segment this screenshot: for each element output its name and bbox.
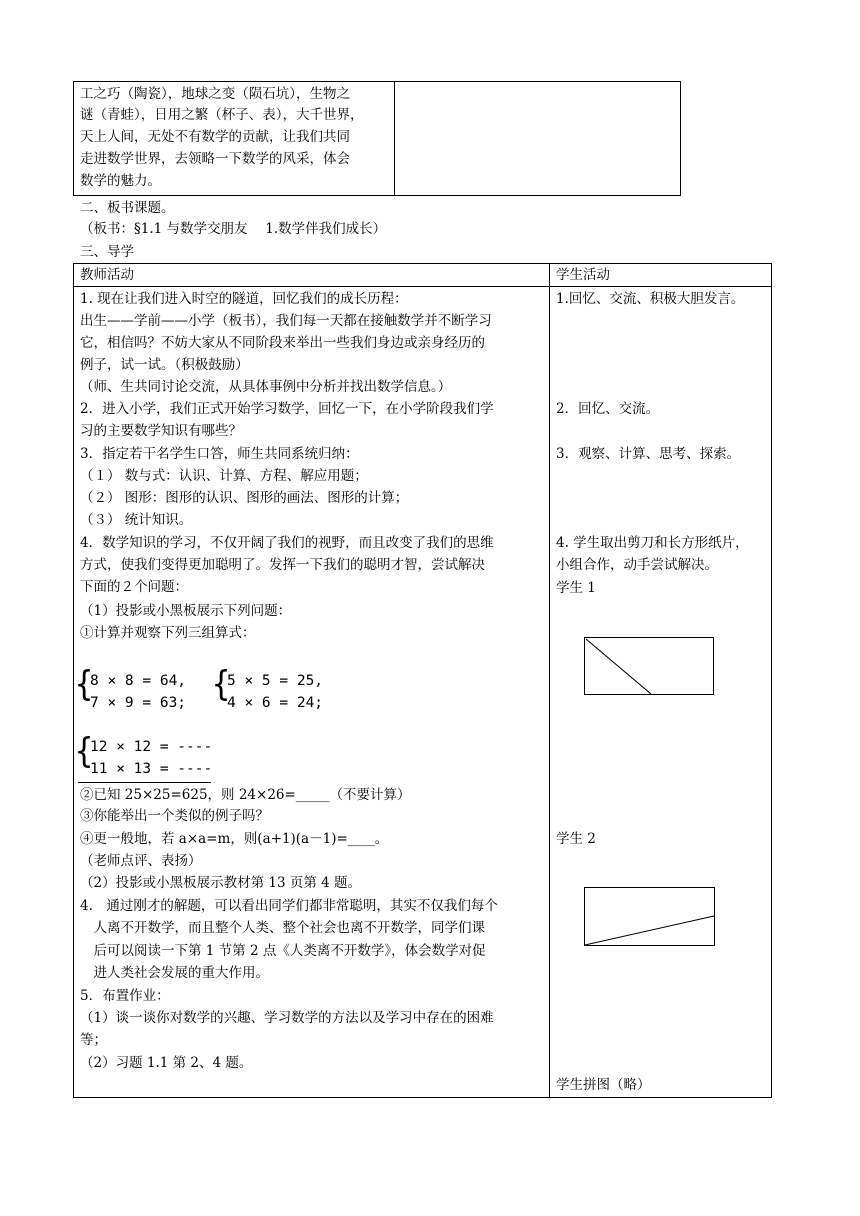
brace-group-1: {	[75, 664, 94, 705]
teacher-line-6: 2．进入小学，我们正式开始学习数学，回忆一下，在小学阶段我们学	[80, 401, 494, 417]
teacher-line-11: （３） 统计知识。	[80, 512, 193, 528]
teacher-line-15: （1）投影或小黑板展示下列问题：	[80, 603, 292, 619]
main-table-header-rule	[73, 286, 772, 287]
eq-group-2-line-1: 5 × 5 = 25,	[227, 673, 324, 689]
top-table-line-3: 天上人间，无处不有数学的贡献，让我们共同	[80, 129, 350, 145]
main-table-divider	[549, 263, 550, 1098]
student-1-label: 学生 1	[556, 580, 596, 596]
teacher-line-14: 下面的２个问题：	[80, 579, 188, 595]
teacher-line-13: 方式，使我们变得更加聪明了。发挥一下我们的聪明才智，尝试解决	[80, 557, 485, 573]
teacher-line-12: 4．数学知识的学习，不仅开阔了我们的视野，而且改变了我们的思维	[80, 535, 494, 551]
teacher-line-19: ④更一般地，若 a×a=m，则(a+1)(a－1)=____。	[80, 831, 389, 847]
teacher-line-4: 例子，试一试。（积极鼓励）	[80, 357, 249, 373]
teacher-line-10: （２） 图形：图形的认识、图形的画法、图形的计算；	[80, 490, 409, 506]
header-student-activity: 学生活动	[556, 267, 610, 283]
teacher-line-3: 它，相信吗？不妨大家从不同阶段来举出一些我们身边或亲身经历的	[80, 335, 485, 351]
teacher-line-16: ①计算并观察下列三组算式：	[80, 625, 256, 641]
board-title: （板书：§1.1 与数学交朋友 1.数学伴我们成长）	[80, 221, 387, 237]
teacher-line-7: 习的主要数学知识有哪些？	[80, 423, 242, 439]
student-2-figure	[584, 887, 716, 947]
teacher-line-24: 后可以阅读一下第 1 节第 2 点《人类离不开数学》，体会数学对促	[80, 943, 486, 959]
eq-group-3-line-1: 12 × 12 = ----	[90, 739, 213, 755]
student-activity-2: 2．回忆、交流。	[556, 401, 660, 417]
eq-group-2-line-2: 4 × 6 = 24;	[227, 695, 324, 711]
student-1-figure	[584, 637, 715, 696]
brace-group-2: {	[212, 664, 231, 705]
student-activity-4b: 小组合作，动手尝试解决。	[556, 557, 718, 573]
student-activity-1: 1.回忆、交流、积极大胆发言。	[556, 291, 745, 307]
teacher-line-2: 出生——学前——小学（板书），我们每一天都在接触数学并不断学习	[80, 313, 492, 329]
teacher-line-9: （１） 数与式：认识、计算、方程、解应用题；	[80, 468, 368, 484]
teacher-line-5: （师、生共同讨论交流，从具体事例中分析并找出数学信息。）	[80, 379, 452, 395]
teacher-line-23: 人离不开数学，而且整个人类、整个社会也离不开数学，同学们课	[80, 920, 485, 936]
student-activity-4a: 4. 学生取出剪刀和长方形纸片，	[556, 535, 749, 551]
top-table-line-5: 数学的魅力。	[80, 173, 161, 189]
teacher-line-18: ③你能举出一个类似的例子吗？	[80, 808, 269, 824]
top-table-line-4: 走进数学世界，去领略一下数学的风采，体会	[80, 151, 350, 167]
teacher-line-27: （1）谈一谈你对数学的兴趣、学习数学的方法以及学习中存在的困难	[80, 1010, 494, 1026]
student-2-label: 学生 2	[556, 831, 596, 847]
teacher-line-1: 1. 现在让我们进入时空的隧道，回忆我们的成长历程：	[80, 291, 408, 307]
student-activity-3: 3．观察、计算、思考、探索。	[556, 446, 741, 462]
top-table-line-2: 谜（青蛙），日用之繁（杯子、表），大千世界，	[80, 107, 364, 123]
teacher-line-20: （老师点评、表扬）	[80, 853, 202, 869]
teacher-line-22: 4. 通过刚才的解题，可以看出同学们都非常聪明，其实不仅我们每个	[80, 898, 498, 914]
teacher-line-28: 等；	[80, 1032, 107, 1048]
teacher-line-21: （2）投影或小黑板展示教材第 13 页第 4 题。	[80, 875, 362, 891]
teacher-line-25: 进人类社会发展的重大作用。	[80, 965, 269, 981]
teacher-line-8: 3．指定若干名学生口答，师生共同系统归纳：	[80, 446, 359, 462]
student-puzzle-note: 学生拼图（略）	[556, 1077, 651, 1093]
teacher-line-29: （2）习题 1.1 第 2、4 题。	[80, 1055, 253, 1071]
eq-group-1-line-2: 7 × 9 = 63;	[90, 695, 187, 711]
header-teacher-activity: 教师活动	[80, 267, 134, 283]
eq-group-1-line-1: 8 × 8 = 64,	[90, 673, 187, 689]
eq-group-3-underline	[78, 782, 211, 783]
section-2-heading: 二、板书课题。	[80, 200, 175, 216]
teacher-line-17: ②已知 25×25=625，则 24×26=_____（不要计算）	[80, 787, 411, 803]
brace-group-3: {	[75, 731, 94, 772]
teacher-line-26: 5．布置作业：	[80, 988, 170, 1004]
section-3-heading: 三、导学	[80, 244, 134, 260]
top-table-divider	[394, 81, 395, 196]
top-table-line-1: 工之巧（陶瓷），地球之变（陨石坑），生物之	[80, 86, 350, 102]
eq-group-3-line-2: 11 × 13 = ----	[90, 761, 213, 777]
